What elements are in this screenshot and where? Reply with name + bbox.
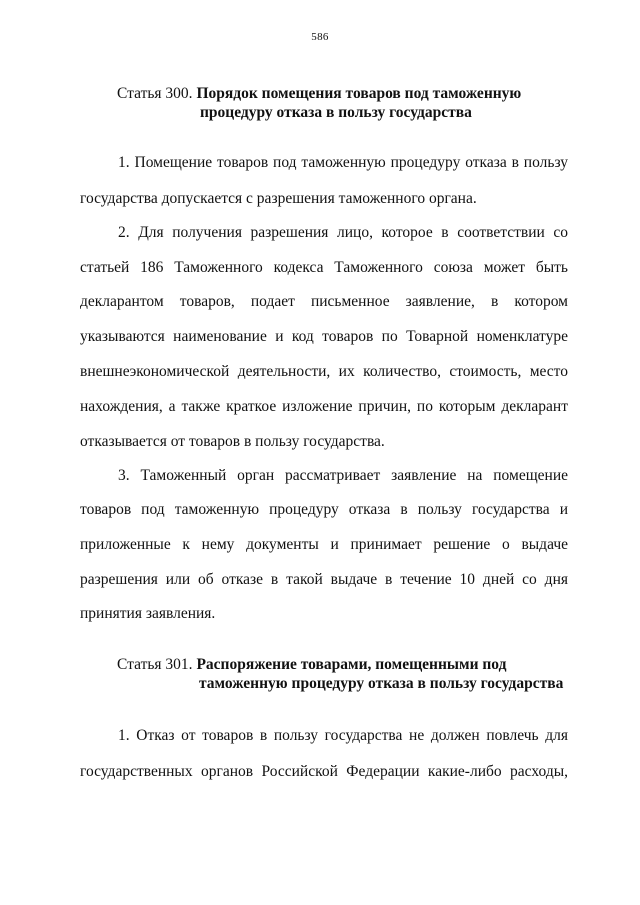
article-300-p2-line: внешнеэкономической деятельности, их количество, стоимость, место <box>80 363 568 380</box>
article-300-p1-line: государства допускается с разрешения таможенного органа. <box>80 190 477 207</box>
article-301-title-line2: таможенную процедуру отказа в пользу государства <box>199 675 564 692</box>
article-301-p1-line: государственных органов Российской Федерации какие-либо расходы, <box>80 763 568 780</box>
article-300-p2-line: 2. Для получения разрешения лицо, которое в соответствии со <box>118 224 568 241</box>
article-301-title-line1: Распоряжение товарами, помещенными под <box>196 656 507 673</box>
article-301-heading <box>117 655 563 693</box>
article-300-title-line2: процедуру отказа в пользу государства <box>200 104 472 121</box>
article-300-heading <box>117 84 521 122</box>
page-number: 586 <box>311 31 329 43</box>
article-300-number: Статья 300. <box>117 85 193 102</box>
article-300-p3-line: 3. Таможенный орган рассматривает заявление на помещение <box>118 467 568 484</box>
article-300-p2-line: отказывается от товаров в пользу государства. <box>80 433 385 450</box>
article-300-p2-line: указываются наименование и код товаров по Товарной номенклатуре <box>80 328 568 345</box>
article-301-p1-line: 1. Отказ от товаров в пользу государства не должен повлечь для <box>118 727 568 744</box>
article-300-p3-line: товаров под таможенную процедуру отказа в пользу государства и <box>80 501 568 518</box>
article-300-p2-line: нахождения, а также краткое изложение причин, по которым декларант <box>80 398 568 415</box>
article-300-p1-line: 1. Помещение товаров под таможенную процедуру отказа в пользу <box>118 154 568 171</box>
article-300-title-line1: Порядок помещения товаров под таможенную <box>196 85 522 102</box>
article-301-number: Статья 301. <box>117 656 193 673</box>
article-300-p3-line: принятия заявления. <box>80 605 216 622</box>
article-300-p2-line: статьей 186 Таможенного кодекса Таможенного союза может быть <box>80 259 568 276</box>
article-300-p2-line: декларантом товаров, подает письменное заявление, в котором <box>80 293 568 310</box>
article-300-p3-line: разрешения или об отказе в такой выдаче в течение 10 дней со дня <box>80 571 568 588</box>
article-300-p3-line: приложенные к нему документы и принимает решение о выдаче <box>80 536 568 553</box>
